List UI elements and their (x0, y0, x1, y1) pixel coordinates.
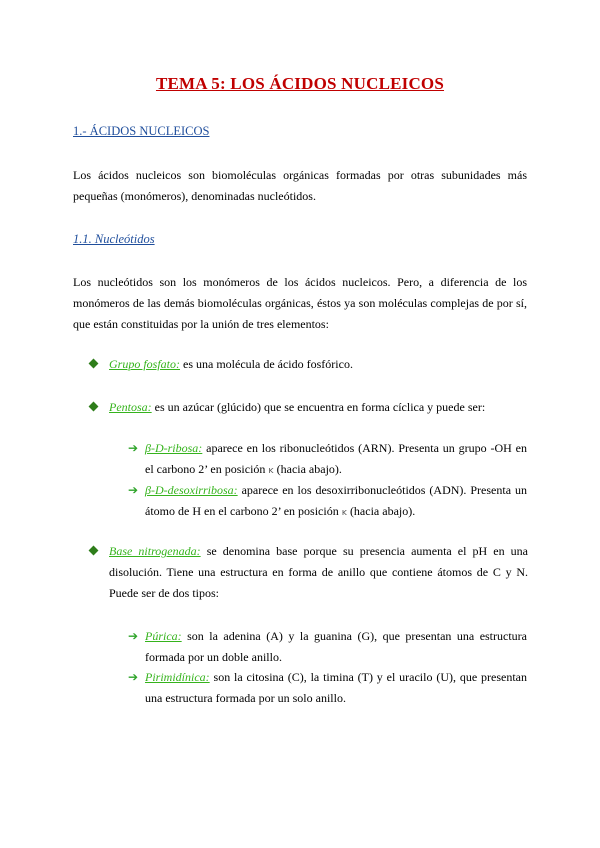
term-pentosa: Pentosa: (109, 400, 152, 414)
alpha-symbol: ĸ (341, 508, 347, 518)
definition-purica: son la adenina (A) y la guanina (G), que presentan una estructura formada por un doble anillo. (145, 629, 527, 664)
term-desoxirribosa: β-D-desoxirribosa: (145, 483, 238, 497)
term-pirimidinica: Pirimidínica: (145, 670, 210, 684)
intro-paragraph: Los ácidos nucleicos son biomoléculas orgánicas formadas por otras subunidades más pequeñas (monómeros), denominadas nucleótidos. (73, 168, 527, 203)
arrow-right-icon: ➔ (128, 629, 139, 643)
definition-pirimidinica: son la citosina (C), la timina (T) y el uracilo (U), que presentan una estructura formada por un solo anillo. (145, 670, 527, 705)
page-title: TEMA 5: LOS ÁCIDOS NUCLEICOS (155, 74, 445, 93)
term-purica: Púrica: (145, 629, 182, 643)
arrow-right-icon: ➔ (128, 483, 139, 497)
section-heading: 1.- ÁCIDOS NUCLEICOS (73, 124, 210, 138)
definition-ribosa-a: aparece en los ribonucleótidos (ARN). Presenta un grupo -OH en el carbono 2’ en posición (145, 441, 527, 476)
arrow-right-icon: ➔ (128, 670, 139, 684)
definition-grupo-fosfato: es una molécula de ácido fosfórico. (180, 357, 353, 371)
subsection-heading: 1.1. Nucleótidos (73, 232, 155, 246)
term-ribosa: β-D-ribosa: (145, 441, 203, 455)
definition-desoxirribosa-a: aparece en los desoxirribonucleótidos (ADN). Presenta un átomo de H en el carbono 2’ en posición (145, 483, 527, 518)
term-base-nitrogenada: Base nitrogenada: (109, 544, 201, 558)
definition-ribosa-b: (hacia abajo). (273, 462, 342, 476)
alpha-symbol: ĸ (268, 466, 274, 476)
arrow-right-icon: ➔ (128, 441, 139, 455)
definition-desoxirribosa-b: (hacia abajo). (346, 504, 416, 518)
diamond-bullet-icon (89, 359, 99, 369)
definition-base-nitrogenada: se denomina base porque su presencia aumenta el pH en una disolución. Tiene una estructura en forma de anillo que contiene átomos de C y N. Puede ser de dos tipos: (109, 544, 529, 600)
nucleotidos-paragraph: Los nucleótidos son los monómeros de los ácidos nucleicos. Pero, a diferencia de los monómeros de las demás biomoléculas orgánicas, éstos ya son moléculas complejas de por sí, que están constituidas por la unión de tres elementos: (73, 275, 527, 331)
diamond-bullet-icon (89, 546, 99, 556)
term-grupo-fosfato: Grupo fosfato: (109, 357, 181, 371)
diamond-bullet-icon (89, 402, 99, 412)
definition-pentosa: es un azúcar (glúcido) que se encuentra en forma cíclica y puede ser: (151, 400, 486, 414)
